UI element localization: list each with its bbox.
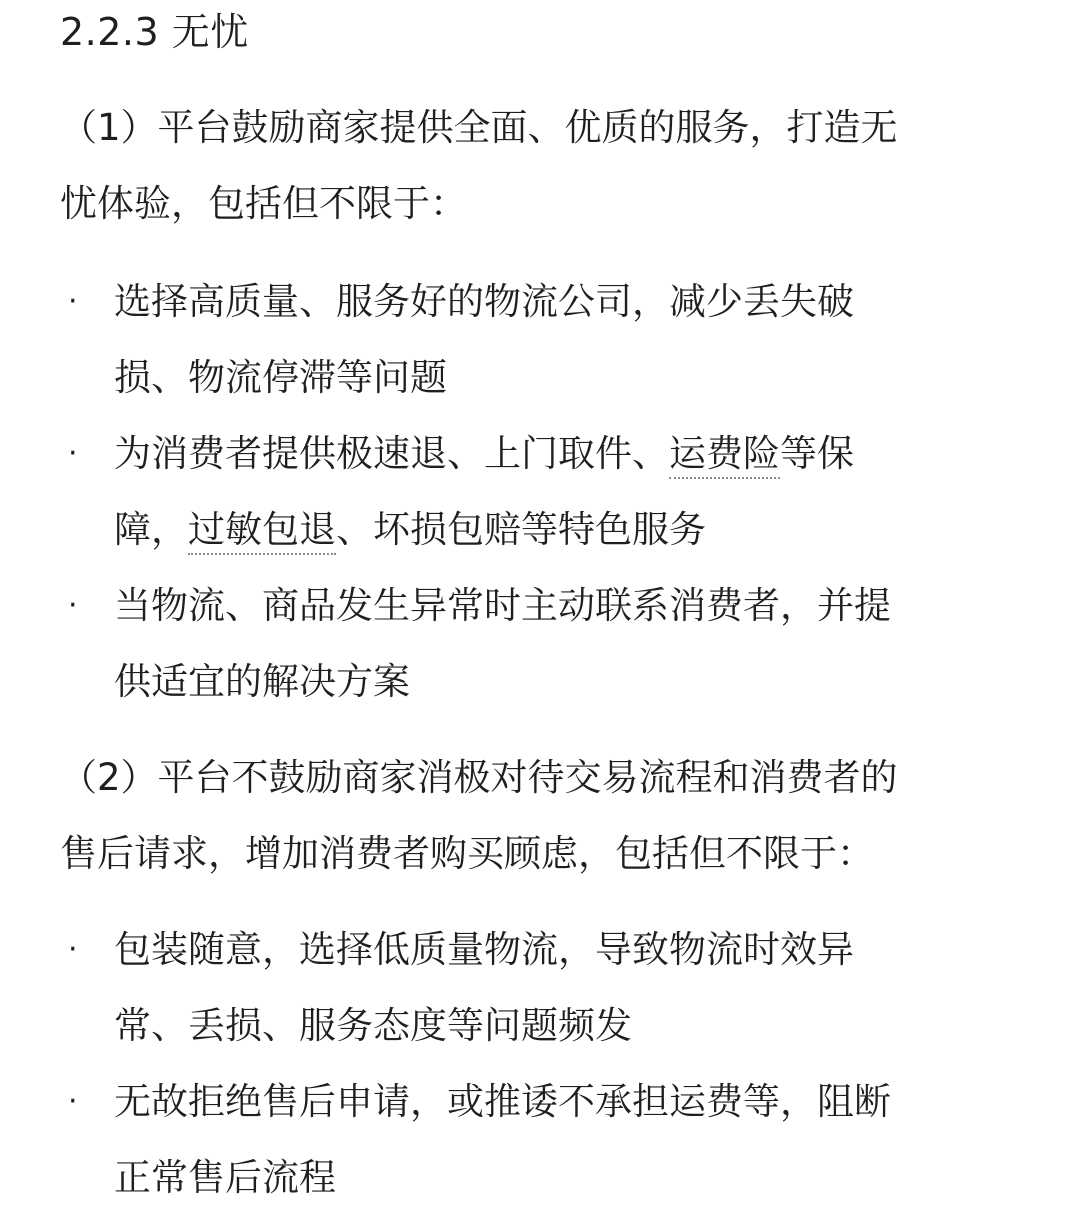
allergy-return-link[interactable]: 过敏包退	[188, 508, 336, 555]
bullet-dot: ·	[68, 284, 78, 319]
paragraph-line: 售后请求，增加消费者购买顾虑，包括但不限于：	[60, 832, 874, 875]
list-item-line: 选择高质量、服务好的物流公司，减少丢失破	[114, 280, 854, 323]
list-item-line	[114, 416, 1020, 492]
freight-insurance-link[interactable]: 运费险	[669, 432, 780, 479]
bullet-dot: ·	[68, 436, 78, 471]
paragraph-line: 忧体验，包括但不限于：	[60, 182, 467, 225]
text-segment: 为消费者提供极速退、上门取件、	[114, 432, 669, 475]
list-item	[60, 1064, 1020, 1216]
list-item	[60, 264, 1020, 416]
paragraph-line: （1）平台鼓励商家提供全面、优质的服务，打造无	[60, 106, 898, 149]
list-item-line: 无故拒绝售后申请，或推诿不承担运费等，阻断	[114, 1080, 891, 1123]
text-segment: 等保	[780, 432, 854, 475]
text-segment: 、坏损包赔等特色服务	[336, 508, 706, 551]
list-item	[60, 568, 1020, 720]
paragraph-encouraged	[60, 90, 1020, 242]
list-item-line	[114, 492, 1020, 568]
list-item-line: 损、物流停滞等问题	[114, 356, 447, 399]
bullet-dot: ·	[68, 1084, 78, 1119]
list-item-line: 当物流、商品发生异常时主动联系消费者，并提	[114, 584, 891, 627]
list-item-line: 常、丢损、服务态度等问题频发	[114, 1004, 632, 1047]
discouraged-list	[60, 912, 1020, 1216]
list-item-line: 包装随意，选择低质量物流，导致物流时效异	[114, 928, 854, 971]
paragraph-line: （2）平台不鼓励商家消极对待交易流程和消费者的	[60, 756, 898, 799]
encouraged-list	[60, 264, 1020, 720]
paragraph-discouraged	[60, 740, 1020, 892]
text-segment: 障，	[114, 508, 188, 551]
list-item-line: 正常售后流程	[114, 1156, 336, 1199]
list-item-line: 供适宜的解决方案	[114, 660, 410, 703]
list-item	[60, 416, 1020, 568]
list-item	[60, 912, 1020, 1064]
section-heading: 2.2.3 无忧	[60, 10, 249, 54]
bullet-dot: ·	[68, 932, 78, 967]
bullet-dot: ·	[68, 588, 78, 623]
